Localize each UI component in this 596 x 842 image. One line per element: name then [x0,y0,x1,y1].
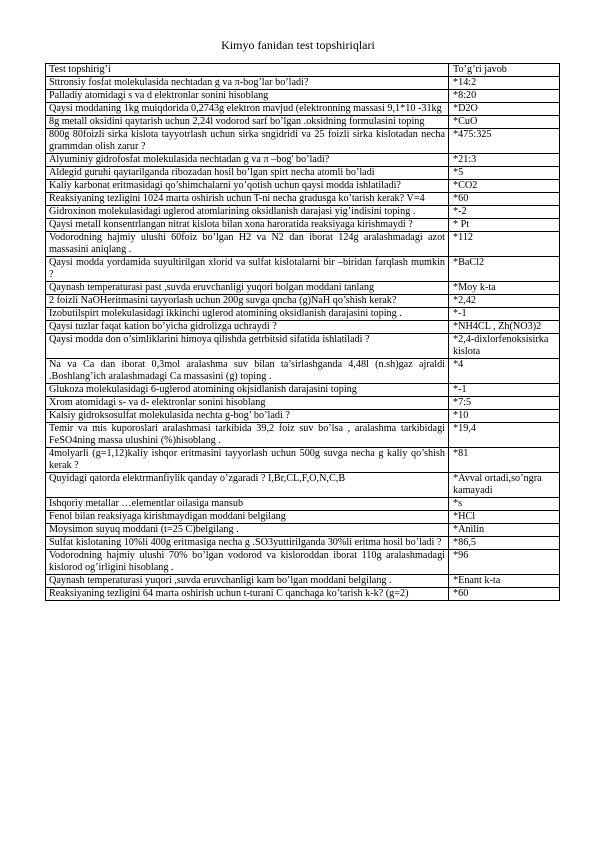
table-row [46,154,560,167]
table-row [46,167,560,180]
table-row [46,295,560,308]
answer-cell: *4 [449,359,560,384]
question-cell: Qaysi metall konsentrlangan nitrat kislota bilan xona haroratida reaksiyaga kirishmaydi ? [46,219,449,232]
answer-cell: *19,4 [449,423,560,448]
answer-cell: *81 [449,448,560,473]
answer-cell: *2,42 [449,295,560,308]
question-cell: 8g metall oksidini qaytarish uchun 2,24l vodorod sarf bo’lgan .oksidning formulasini toping [46,116,449,129]
answer-cell: *60 [449,193,560,206]
table-row [46,537,560,550]
question-cell: Xrom atomidagi s- va d- elektronlar sonini hisoblang [46,397,449,410]
question-cell: Reaksiyaning tezligini 1024 marta oshirish uchun T-ni necha gradusga ko’tarish kerak? V=4 [46,193,449,206]
question-cell: Moysimon suyuq moddani (t=25 C)belgilang . [46,524,449,537]
table-row [46,448,560,473]
question-cell: Qaynash temperaturasi past ,suvda eruvchanligi yuqori bolgan moddani tanlang [46,282,449,295]
question-cell: Ishqoriy metallar …elementlar oilasiga mansub [46,498,449,511]
table-row [46,90,560,103]
test-table [45,63,560,601]
answer-cell: *D2O [449,103,560,116]
question-cell: Fenol bilan reaksiyaga kirishmaydigan moddani belgilang [46,511,449,524]
answer-cell: *HCl [449,511,560,524]
answer-cell: *-1 [449,308,560,321]
question-cell: 2 foizli NaOHeritmasini tayyorlash uchun 200g suvga qncha (g)NaH qo’shish kerak? [46,295,449,308]
answer-cell: *21:3 [449,154,560,167]
answer-cell: *14:2 [449,77,560,90]
question-cell: Izobutilspirt molekulasidagi ikkinchi uglerod atomining oksidlanish darajasini toping . [46,308,449,321]
question-cell: Vodorodning hajmiy ulushi 70% bo’lgan vodorod va kisloroddan iborat 110g aralashmadagi kislorod og’irligini hisoblang . [46,550,449,575]
question-cell: Qaynash temperaturasi yuqori ,suvda eruvchanligi kam bo’lgan moddani belgilang . [46,575,449,588]
table-row [46,219,560,232]
answer-cell: *-2 [449,206,560,219]
question-cell: Qaysi modda yordamida suyultirilgan xlorid va sulfat kislotalarni bir –biridan farqlash mumkin ? [46,257,449,282]
question-cell: Qaysi modda don o’simliklarini himoya qilishda getrbitsid sifatida ishlatiladi ? [46,334,449,359]
answer-cell: *BaCl2 [449,257,560,282]
answer-cell: *112 [449,232,560,257]
answer-cell: *NH4CL , Zh(NO3)2 [449,321,560,334]
answer-cell: *2,4-dixlorfenoksisirka kislota [449,334,560,359]
table-row [46,511,560,524]
answer-cell: * Pt [449,219,560,232]
table-header-row [46,64,560,77]
question-cell: Aldegid guruhi qaytarilganda ribozadan hosil bo’lgan spirt necha atomli bo’ladi [46,167,449,180]
table-row [46,206,560,219]
table-row [46,384,560,397]
answer-cell: *96 [449,550,560,575]
question-cell: 800g 80foizli sirka kislota tayyotrlash uchun sirka sngidridi va 25 foizli sirka kislotadan necha grammdan olish zarur ? [46,129,449,154]
answer-cell: *CO2 [449,180,560,193]
table-row [46,232,560,257]
table-row [46,257,560,282]
answer-cell: *-1 [449,384,560,397]
answer-cell: *10 [449,410,560,423]
table-row [46,588,560,601]
table-row [46,77,560,90]
question-cell: Sulfat kislotaning 10%li 400g eritmasiga necha g .SO3yuttirilganda 30%li eritma hosil bo’ladi ? [46,537,449,550]
question-cell: Alyuminiy gidrofosfat molekulasida nechtadan g va π –bog' bo’ladi? [46,154,449,167]
table-row [46,308,560,321]
question-cell: Qaysi tuzlar faqat kation bo’yicha gidrolizga uchraydi ? [46,321,449,334]
question-cell: Vodorodning hajmiy ulushi 60foiz bo’lgan H2 va N2 dan iborat 124g aralashmadagi azot massasini aniqlang . [46,232,449,257]
question-cell: Palladiy atomidagi s va d elektronlar sonini hisoblang [46,90,449,103]
question-cell: Kalsiy gidroksosulfat molekulasida nechta g-bog’ bo’ladi ? [46,410,449,423]
question-cell: Qaysi moddaning 1kg muiqdorida 0,2743g elektron mavjud (elektronning massasi 9,1*10 -31kg [46,103,449,116]
question-cell: Sttronsiy fosfat molekulasida nechtadan g va π-bog’lar bo’ladi? [46,77,449,90]
question-cell: Na va Ca dan iborat 0,3mol aralashma suv bilan ta’sirlashganda 4,48l (n.sh)gaz ajraldi .Boshlang’ich aralashmadagi Ca massasini (g) toping . [46,359,449,384]
answer-cell: *475:325 [449,129,560,154]
column-header-question: Test topshirig’i [46,64,449,77]
table-row [46,524,560,537]
table-row [46,129,560,154]
answer-cell: *Enant k-ta [449,575,560,588]
question-cell: Glukoza molekulasidagi 6-uglerod atomining okjsidlanish darajasini toping [46,384,449,397]
table-row [46,359,560,384]
answer-cell: *7:5 [449,397,560,410]
answer-cell: *Anilin [449,524,560,537]
question-cell: Quyidagi qatorda elektrmanfiylik qanday o’zgaradi ? I,Br,CL,F,O,N,C,B [46,473,449,498]
table-row [46,180,560,193]
table-row [46,334,560,359]
table-row [46,282,560,295]
table-row [46,550,560,575]
column-header-answer: To’g’ri javob [449,64,560,77]
table-row [46,397,560,410]
answer-cell: *8:20 [449,90,560,103]
answer-cell: *CuO [449,116,560,129]
answer-cell: *60 [449,588,560,601]
answer-cell: *Avval ortadi,so’ngra kamayadi [449,473,560,498]
answer-cell: *Moy k-ta [449,282,560,295]
table-row [46,193,560,206]
table-row [46,116,560,129]
table-row [46,498,560,511]
question-cell: Gidroxinon molekulasidagi uglerod atomlarining oksidlanish darajasi yig’indisini toping . [46,206,449,219]
question-cell: Reaksiyaning tezligini 64 marta oshirish uchun t-turani C qanchaga ko’tarish k-k? (g=2) [46,588,449,601]
table-row [46,423,560,448]
question-cell: 4molyarli (g=1,12)kaliy ishqor eritmasini tayyorlash uchun 500g suvga necha g kaliy qo’shish kerak ? [46,448,449,473]
answer-cell: *86,5 [449,537,560,550]
table-row [46,410,560,423]
table-row [46,575,560,588]
answer-cell: *5 [449,167,560,180]
table-row [46,321,560,334]
question-cell: Kaliy karbonat eritmasidagi qo’shimchalarni yo’qotish uchun qaysi modda ishlatiladi? [46,180,449,193]
answer-cell: *s [449,498,560,511]
table-row [46,473,560,498]
page-title: Kimyo fanidan test topshiriqlari [221,38,375,52]
question-cell: Temir va mis kuporoslari aralashmasi tarkibida 39,2 foiz suv bo’lsa , aralashma tarkibidagi FeSO4ning massa ulushini (%)hisoblang . [46,423,449,448]
table-row [46,103,560,116]
